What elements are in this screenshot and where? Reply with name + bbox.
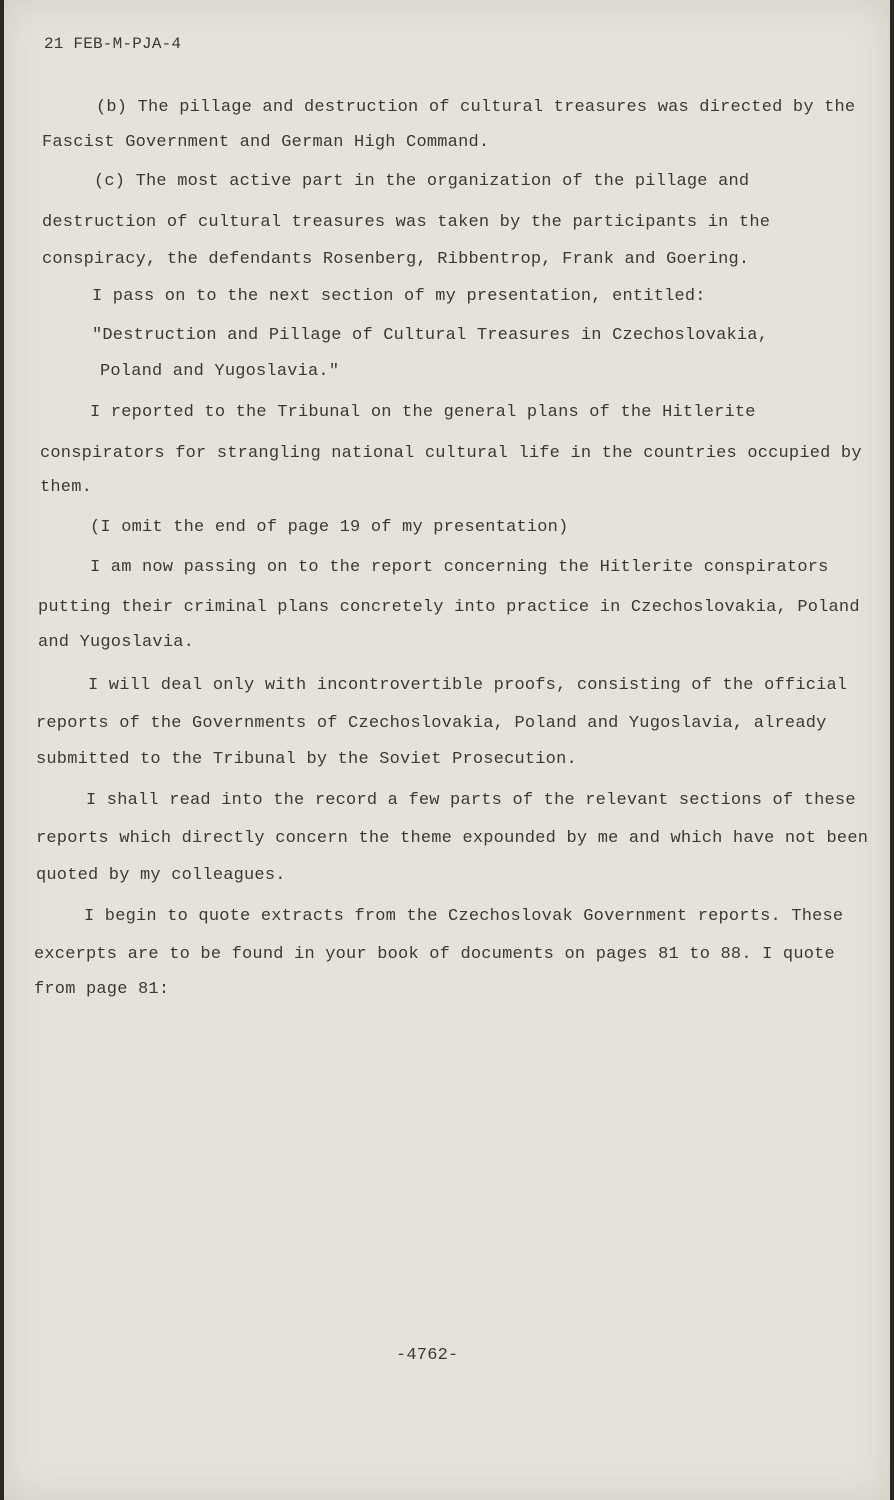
text-line: Poland and Yugoslavia." xyxy=(100,362,340,381)
text-line: excerpts are to be found in your book of documents on pages 81 to 88. I quote xyxy=(34,945,835,964)
page-number: -4762- xyxy=(396,1346,459,1365)
text-line: quoted by my colleagues. xyxy=(36,866,286,885)
document-header: 21 FEB-M-PJA-4 xyxy=(44,35,182,53)
text-line: destruction of cultural treasures was taken by the participants in the xyxy=(42,213,771,232)
text-line: them. xyxy=(40,478,93,497)
document-page xyxy=(4,0,890,1500)
text-line: reports which directly concern the theme expounded by me and which have not been xyxy=(36,829,869,848)
text-line: reports of the Governments of Czechoslovakia, Poland and Yugoslavia, already xyxy=(36,714,827,733)
text-line: conspirators for strangling national cultural life in the countries occupied by xyxy=(40,444,862,463)
text-line: "Destruction and Pillage of Cultural Treasures in Czechoslovakia, xyxy=(92,326,769,345)
text-line: Fascist Government and German High Command. xyxy=(42,133,490,152)
text-line: (c) The most active part in the organization of the pillage and xyxy=(94,172,750,191)
scan-edge-left xyxy=(0,0,4,1500)
text-line: I shall read into the record a few parts of the relevant sections of these xyxy=(86,791,856,810)
text-line: I pass on to the next section of my presentation, entitled: xyxy=(92,287,706,306)
text-line: putting their criminal plans concretely into practice in Czechoslovakia, Poland xyxy=(38,598,860,617)
text-line: I am now passing on to the report concerning the Hitlerite conspirators xyxy=(90,558,829,577)
text-line: I reported to the Tribunal on the general plans of the Hitlerite xyxy=(90,403,756,422)
text-line: (I omit the end of page 19 of my presentation) xyxy=(90,518,569,537)
text-line: conspiracy, the defendants Rosenberg, Ribbentrop, Frank and Goering. xyxy=(42,250,750,269)
text-line: (b) The pillage and destruction of cultural treasures was directed by the xyxy=(96,98,856,117)
scan-edge-right xyxy=(890,0,894,1500)
text-line: submitted to the Tribunal by the Soviet Prosecution. xyxy=(36,750,577,769)
text-line: from page 81: xyxy=(34,980,170,999)
text-line: and Yugoslavia. xyxy=(38,633,195,652)
text-line: I will deal only with incontrovertible proofs, consisting of the official xyxy=(88,676,848,695)
text-line: I begin to quote extracts from the Czechoslovak Government reports. These xyxy=(84,907,844,926)
